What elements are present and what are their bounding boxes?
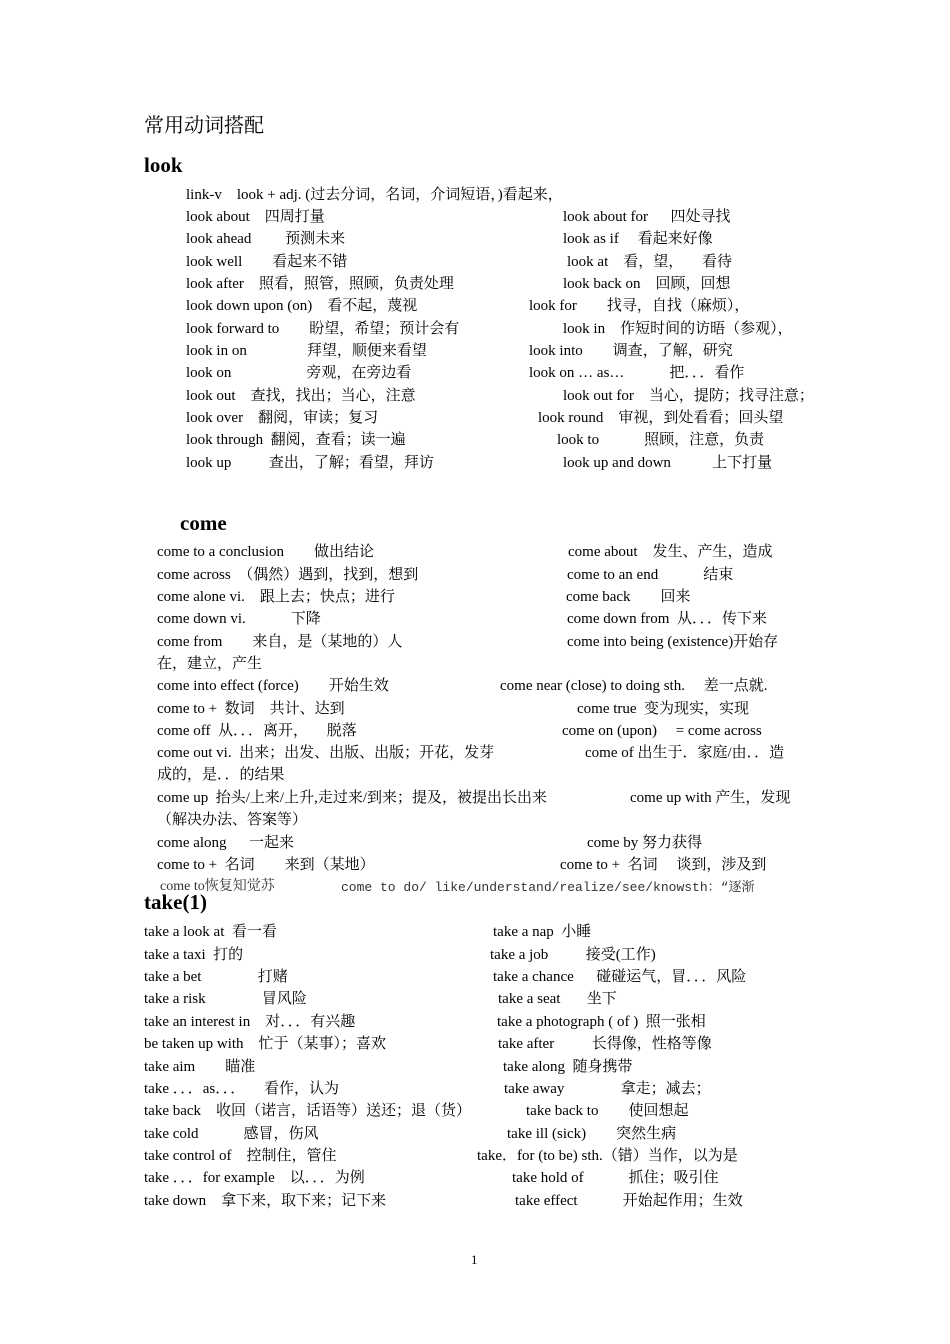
list-item: take back 收回（诺言，话语等）送还；退（货）	[144, 1103, 472, 1119]
list-item: come by 努力获得	[587, 835, 702, 851]
list-item: come into being (existence)开始存	[567, 634, 779, 650]
list-item: take a job 接受(工作)	[490, 947, 656, 963]
list-item: look over 翻阅，审读；复习	[186, 410, 379, 426]
list-item: look out for 当心，提防；找寻注意；	[563, 388, 814, 404]
come-last-right: come to do/ like/understand/realize/see/knowsth：“逐渐	[341, 880, 755, 895]
look-intro: link-v look + adj. (过去分词，名词，介词短语，)看起来，	[186, 187, 563, 203]
list-item: take a taxi 打的	[144, 947, 244, 963]
list-item: take after 长得像，性格等像	[498, 1036, 712, 1052]
list-item: come to + 名词 来到（某地）	[157, 857, 375, 873]
list-item: look up 查出，了解；看望，拜访	[186, 455, 434, 471]
list-item: take hold of 抓住；吸引住	[512, 1170, 719, 1186]
list-item: look to 照顾，注意，负责	[557, 432, 765, 448]
come-last-left: come to恢复知觉苏	[160, 879, 275, 894]
list-item: come down from 从．．．传下来	[567, 611, 767, 627]
list-item: look well 看起来不错	[186, 254, 348, 270]
list-item: look up and down 上下打量	[563, 455, 773, 471]
list-item: look round 审视，到处看看；回头望	[538, 410, 784, 426]
list-item: look on … as… 把．．．看作	[529, 365, 745, 381]
list-item: come about 发生、产生，造成	[568, 544, 773, 560]
list-item: come alone vi. 跟上去；快点；进行	[157, 589, 395, 605]
list-item: take ．．．as．．． 看作，认为	[144, 1081, 339, 1097]
page-number: 1	[471, 1252, 478, 1267]
list-item: come to a conclusion 做出结论	[157, 544, 375, 560]
list-item: come off 从．．．离开， 脱落	[157, 723, 357, 739]
list-item: take a look at 看一看	[144, 924, 277, 940]
list-item: look forward to 盼望，希望；预计会有	[186, 321, 460, 337]
list-item: look out 查找，找出；当心，注意	[186, 388, 416, 404]
list-item: look back on 回顾，回想	[563, 276, 731, 292]
list-item: look after 照看，照管，照顾，负责处理	[186, 276, 454, 292]
list-item: look down upon (on) 看不起，蔑视	[186, 298, 418, 314]
list-item: take ill (sick) 突然生病	[507, 1126, 677, 1142]
list-item: take a nap 小睡	[493, 924, 592, 940]
list-item: come true 变为现实，实现	[577, 701, 750, 717]
list-item: take control of 控制住，管住	[144, 1148, 337, 1164]
list-item: take a seat 坐下	[498, 991, 617, 1007]
list-item: look in 作短时间的访晤（参观），	[563, 321, 793, 337]
list-item: come up with 产生，发现	[630, 790, 791, 806]
list-item: take ．．．for example 以．．．为例	[144, 1170, 365, 1186]
list-item: take aim 瞄准	[144, 1059, 256, 1075]
list-item: come up 抬头/上来/上升,走过来/到来；提及，被提出长出来	[157, 790, 547, 806]
list-item: come from 来自，是（某地的）人	[157, 634, 403, 650]
list-item: take along 随身携带	[503, 1059, 633, 1075]
section-heading-look: look	[144, 153, 183, 177]
list-item: take effect 开始起作用；生效	[515, 1193, 743, 1209]
list-item: look into 调查，了解，研究	[529, 343, 733, 359]
list-item: take cold 感冒，伤风	[144, 1126, 319, 1142]
list-item: take a chance 碰碰运气，冒．．．风险	[493, 969, 747, 985]
list-item: come to an end 结束	[567, 567, 734, 583]
list-item: look ahead 预测未来	[186, 231, 346, 247]
list-item: look as if 看起来好像	[563, 231, 713, 247]
list-item: look through 翻阅，查看；读一遍	[186, 432, 406, 448]
list-item: come down vi. 下降	[157, 611, 321, 627]
list-item: come near (close) to doing sth. 差一点就.	[500, 678, 768, 694]
list-item: look about for 四处寻找	[563, 209, 731, 225]
list-item: come along 一起来	[157, 835, 295, 851]
list-item: take down 拿下来，取下来；记下来	[144, 1193, 387, 1209]
section-heading-take: take(1)	[144, 890, 207, 914]
list-item: look for 找寻，自找（麻烦），	[529, 298, 750, 314]
list-item: be taken up with 忙于（某事）；喜欢	[144, 1036, 387, 1052]
list-item: 在，建立，产生	[157, 656, 263, 672]
list-item: come out vi. 出来；出发、出版、出版；开花，发芽	[157, 745, 495, 761]
list-item: take an interest in 对．．．有兴趣	[144, 1014, 356, 1030]
list-item: look in on 拜望，顺便来看望	[186, 343, 427, 359]
list-item: take back to 使回想起	[526, 1103, 689, 1119]
list-item: （解决办法、答案等）	[157, 812, 308, 828]
list-item: come to + 名词 谈到，涉及到	[560, 857, 767, 873]
page-title: 常用动词搭配	[144, 115, 264, 137]
list-item: come of 出生于．家庭/由．．造	[585, 745, 785, 761]
list-item: look at 看，望， 看待	[567, 254, 732, 270]
list-item: take a bet 打赌	[144, 969, 288, 985]
list-item: look on 旁观，在旁边看	[186, 365, 412, 381]
list-item: come on (upon) = come across	[562, 723, 762, 739]
list-item: 成的，是．．的结果	[157, 767, 285, 783]
list-item: come back 回来	[566, 589, 691, 605]
list-item: look about 四周打量	[186, 209, 325, 225]
list-item: take a risk 冒风险	[144, 991, 307, 1007]
list-item: come across （偶然）遇到，找到，想到	[157, 567, 419, 583]
list-item: take．for (to be) sth.（错）当作，以为是	[477, 1148, 738, 1164]
list-item: take a photograph ( of ) 照一张相	[497, 1014, 706, 1030]
section-heading-come: come	[180, 511, 227, 535]
list-item: come into effect (force) 开始生效	[157, 678, 389, 694]
list-item: come to + 数词 共计、达到	[157, 701, 345, 717]
list-item: take away 拿走；减去；	[504, 1081, 711, 1097]
